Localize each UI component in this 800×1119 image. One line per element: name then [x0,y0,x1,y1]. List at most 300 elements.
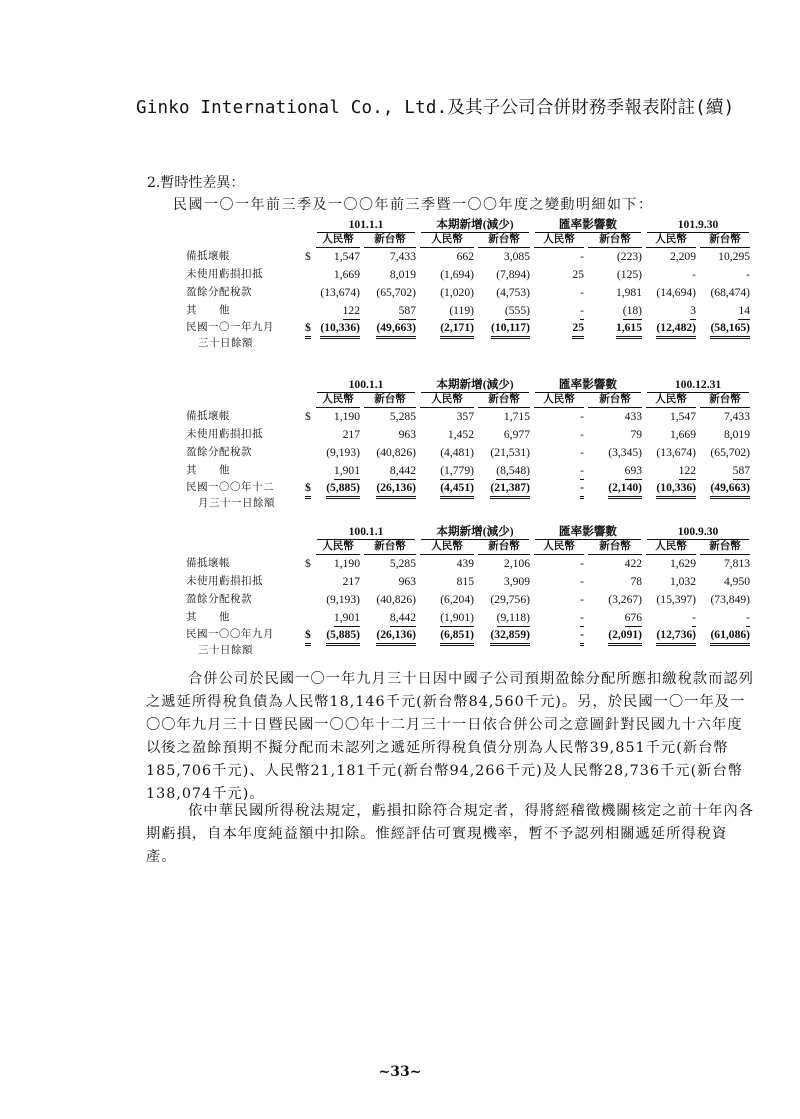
cell-value: - [580,480,584,499]
cell-value: (18) [623,303,642,320]
cell-value: 217 [342,428,360,441]
table-cell [532,627,586,659]
cell-value: (12,736) [656,627,696,646]
table-cell [362,302,418,320]
table-cell [476,462,532,480]
row-label [186,320,304,352]
cell-value: 2,106 [503,557,531,570]
table-cell [314,302,362,320]
table-cell [644,444,698,462]
currency-header [362,540,418,555]
cell-value: 4,950 [723,575,751,588]
table-cell [698,248,752,266]
table-cell [644,555,698,573]
table-cell [586,248,644,266]
cell-value: 14 [738,303,750,320]
cell-value: 122 [343,303,360,320]
column-group-label: 100.9.30 [647,524,749,540]
column-group-header [644,523,752,540]
currency-symbol [304,320,314,352]
cell-value: (26,136) [376,627,416,646]
cell-value: - [580,575,585,588]
cell-value: - [580,428,585,441]
cell-value: 1,190 [333,557,360,570]
currency-symbol [304,573,314,591]
currency-header [586,393,644,408]
cell-value: (9,118) [497,610,530,627]
table-cell [314,609,362,627]
cell-value: (49,663) [376,320,416,339]
table-cell [586,426,644,444]
currency-symbol [304,480,314,512]
table-cell [362,284,418,302]
currency-symbol-text: $ [305,320,311,339]
cell-value: (40,826) [376,593,416,606]
table-cell [362,462,418,480]
cell-value: 8,442 [390,463,416,480]
cell-value: 676 [625,610,642,627]
table-cell [362,555,418,573]
table-cell [586,591,644,609]
table-cell [476,444,532,462]
row-label [186,444,304,462]
cell-value: (5,885) [326,627,360,646]
cell-value: - [580,463,584,480]
paragraph-deferred-tax-liability [146,668,754,806]
row-label [186,266,304,284]
currency-label: 人民幣 [316,233,360,248]
cell-value: 1,629 [669,557,697,570]
cell-value: (1,901) [440,610,474,627]
currency-label: 人民幣 [420,540,474,555]
table-cell [314,248,362,266]
cell-value: 815 [456,575,474,588]
table-cell [586,627,644,659]
table-cell [532,408,586,426]
cell-value: (1,694) [440,268,474,281]
cell-value: 7,813 [723,557,751,570]
currency-label: 人民幣 [316,540,360,555]
table-row [186,591,752,609]
cell-value: - [746,610,750,627]
cell-value: 78 [630,575,643,588]
cell-value: 1,452 [447,428,474,441]
column-group-label: 本期新增(減少) [421,524,529,540]
table-cell [698,284,752,302]
table-cell [476,609,532,627]
cell-value: 10,295 [718,250,751,263]
table-cell [418,573,476,591]
table-cell [362,266,418,284]
row-label-text: 備抵壞帳 [186,558,230,569]
row-label-text: 盈餘分配稅款 [186,287,252,298]
table-cell [698,444,752,462]
column-group-header [314,376,418,393]
table-cell [644,609,698,627]
cell-value: 7,433 [389,250,416,263]
table-cell [314,573,362,591]
paragraph-text: 合併公司於民國一〇一年九月三十日因中國子公司預期盈餘分配所應扣繳稅款而認列之遞延所得稅負債為人民幣18,146千元(新台幣84,560千元)。另，於民國一〇一年及一〇〇年九月三十日暨民國一〇〇年十二月三十一日依合併公司之意圖針對民國九十六年度以後之盈餘預期不擬分配而未認列之遞延所得稅負債分別為人民幣39,851千元(新台幣185,706千元)、人民幣21,181千元(新台幣94,266千元)及人民幣28,736千元(新台幣138,074千元)。 [146,671,754,802]
currency-header [644,393,698,408]
table-cell [644,408,698,426]
cell-value: (10,117) [491,320,530,339]
currency-symbol [304,609,314,627]
row-label [186,555,304,573]
cell-value: 25 [572,320,584,339]
table-row [186,444,752,462]
currency-header [698,540,752,555]
cell-value: (49,663) [710,480,750,499]
cell-value: (21,387) [490,480,530,499]
currency-header [418,393,476,408]
table-cell [586,266,644,284]
table-cell [362,426,418,444]
table-cell [476,266,532,284]
table-cell [586,408,644,426]
row-label-text: 民國一〇一年九月 [186,322,274,333]
column-group-header [314,523,418,540]
cell-value: 433 [624,410,643,423]
cell-value: 1,669 [669,428,697,441]
cell-value: (4,753) [496,286,531,299]
table-cell [644,266,698,284]
table-cell [698,462,752,480]
column-group-header [532,376,644,393]
cell-value: - [580,557,585,570]
cell-value: (15,397) [656,593,697,606]
currency-symbol [304,302,314,320]
table-cell [362,480,418,512]
page-number: ~33~ [378,1064,422,1080]
cell-value: (73,849) [710,593,751,606]
table-cell [644,591,698,609]
currency-symbol [304,444,314,462]
table-cell [586,609,644,627]
table-cell [698,591,752,609]
cell-value: 439 [456,557,474,570]
cell-value: (6,204) [440,593,474,606]
cell-value: - [580,303,584,320]
cell-value: 963 [398,428,416,441]
column-group-label: 匯率影響數 [535,524,641,540]
cell-value: (9,193) [326,446,360,459]
table-cell [698,302,752,320]
table-cell [362,320,418,352]
currency-symbol [304,462,314,480]
cell-value: - [580,610,584,627]
table-cell [476,248,532,266]
table-cell [644,426,698,444]
row-label-text: 民國一〇〇年十二 [186,482,274,493]
cell-value: 5,285 [389,557,416,570]
table-cell [476,408,532,426]
table-cell [418,627,476,659]
cell-value: 25 [572,268,585,281]
currency-header [418,540,476,555]
currency-header [532,233,586,248]
currency-symbol [304,408,314,426]
cell-value: - [580,593,585,606]
table-row [186,462,752,480]
currency-label: 新台幣 [588,233,642,248]
cell-value: - [692,268,697,281]
currency-symbol-text: $ [305,250,311,263]
currency-header [644,540,698,555]
cell-value: 3,909 [503,575,531,588]
cell-value: (58,165) [710,320,750,339]
table-cell [362,408,418,426]
cell-value: 8,442 [390,610,416,627]
currency-symbol-text: $ [305,557,311,570]
cell-value: (65,702) [710,446,751,459]
table-cell [418,302,476,320]
cell-value: (6,851) [440,627,474,646]
table-cell [418,555,476,573]
table-cell [532,591,586,609]
cell-value: 3,085 [503,250,531,263]
currency-header [418,233,476,248]
row-label-text: 未使用虧損扣抵 [186,429,263,440]
cell-value: - [580,446,585,459]
row-label [186,591,304,609]
cell-value: 1,032 [669,575,697,588]
currency-label: 新台幣 [364,540,416,555]
cell-value: (61,086) [710,627,750,646]
cell-value: (8,548) [496,463,530,480]
table-cell [586,320,644,352]
cell-value: 217 [342,575,360,588]
table-cell [698,320,752,352]
cell-value: (32,859) [490,627,530,646]
cell-value: (10,336) [656,480,696,499]
column-group-label: 匯率影響數 [535,217,641,233]
cell-value: - [746,268,751,281]
table-cell [418,248,476,266]
deferred-tax-table [186,523,752,659]
cell-value: 357 [456,410,474,423]
cell-value: - [692,610,696,627]
table-cell [314,444,362,462]
cell-value: - [580,627,584,646]
table-row [186,480,752,512]
currency-header [362,233,418,248]
currency-symbol-text: $ [305,480,311,499]
cell-value: 587 [399,303,416,320]
row-label-text: 其 他 [186,465,230,476]
currency-label: 新台幣 [588,393,642,408]
table-cell [644,320,698,352]
table-cell [532,426,586,444]
table-row [186,555,752,573]
cell-value: (26,136) [376,480,416,499]
table-cell [418,444,476,462]
cell-value: (555) [505,303,530,320]
table-cell [476,426,532,444]
currency-label: 人民幣 [646,393,696,408]
cell-value: - [580,410,585,423]
row-label [186,609,304,627]
table-cell [418,408,476,426]
currency-label: 人民幣 [534,233,584,248]
cell-value: 1,901 [334,463,360,480]
currency-header [362,393,418,408]
table-cell [314,426,362,444]
currency-symbol [304,555,314,573]
column-group-label: 100.1.1 [317,524,415,540]
currency-header [644,233,698,248]
column-group-header [418,523,532,540]
row-label-text: 其 他 [186,612,230,623]
table-cell [698,573,752,591]
currency-label: 人民幣 [534,540,584,555]
cell-value: 122 [679,463,696,480]
cell-value: 662 [456,250,474,263]
table-cell [362,573,418,591]
table-cell [314,320,362,352]
table-cell [314,284,362,302]
cell-value: 422 [624,557,643,570]
cell-value: (125) [616,268,643,281]
table-cell [314,480,362,512]
table-cell [532,284,586,302]
currency-symbol [304,426,314,444]
row-label [186,302,304,320]
row-label-text: 未使用虧損扣抵 [186,576,263,587]
cell-value: (1,020) [440,286,474,299]
row-label-text: 備抵壞帳 [186,411,230,422]
column-group-label: 101.1.1 [317,217,415,233]
table-cell [532,480,586,512]
table-cell [314,408,362,426]
cell-value: (10,336) [320,320,360,339]
table-row [186,573,752,591]
table-cell [644,248,698,266]
currency-header [698,233,752,248]
table-cell [362,627,418,659]
cell-value: (4,481) [440,446,474,459]
table-cell [314,627,362,659]
paragraph-loss-carryforward [146,800,754,869]
table-row [186,248,752,266]
table-cell [532,266,586,284]
table-cell [698,408,752,426]
row-label-text-line2: 三十日餘額 [198,645,253,656]
deferred-tax-table [186,376,752,512]
row-label [186,573,304,591]
cell-value: (9,193) [326,593,360,606]
table-cell [362,591,418,609]
row-label-text-line2: 三十日餘額 [198,338,253,349]
row-label [186,408,304,426]
currency-symbol [304,248,314,266]
currency-label: 新台幣 [478,233,530,248]
paragraph-text: 依中華民國所得稅法規定，虧損扣除符合規定者，得將經稽徵機關核定之前十年內各期虧損，自本年度純益額中扣除。惟經評估可實現機率，暫不予認列相關遞延所得稅資產。 [146,803,754,865]
table-cell [314,555,362,573]
table-cell [644,573,698,591]
table-cell [418,284,476,302]
table-cell [698,480,752,512]
row-label-text: 盈餘分配稅款 [186,447,252,458]
cell-value: (1,779) [440,463,474,480]
row-label [186,627,304,659]
currency-symbol-text: $ [305,410,311,423]
table-cell [644,284,698,302]
table-cell [586,462,644,480]
table-cell [476,320,532,352]
row-label-text: 備抵壞帳 [186,251,230,262]
row-label [186,248,304,266]
table-cell [476,591,532,609]
table-cell [314,266,362,284]
table-cell [586,444,644,462]
table-cell [418,480,476,512]
table-cell [418,320,476,352]
currency-symbol-text: $ [305,627,311,646]
table-cell [698,627,752,659]
cell-value: (3,345) [608,446,643,459]
table-cell [314,462,362,480]
cell-value: 3 [690,303,696,320]
column-group-label: 100.1.1 [317,377,415,393]
currency-header [586,233,644,248]
table-row [186,320,752,352]
table-cell [532,609,586,627]
column-group-header [644,216,752,233]
cell-value: (65,702) [376,286,416,299]
cell-value: (3,267) [608,593,643,606]
table-row [186,302,752,320]
row-label [186,426,304,444]
currency-label: 新台幣 [700,233,750,248]
cell-value: - [580,286,585,299]
section-title: 2.暫時性差異： [147,175,245,191]
table-row [186,609,752,627]
cell-value: 8,019 [389,268,416,281]
column-group-label: 匯率影響數 [535,377,641,393]
cell-value: (223) [616,250,643,263]
currency-header [532,393,586,408]
currency-symbol [304,266,314,284]
table-cell [476,627,532,659]
column-group-label: 本期新增(減少) [421,377,529,393]
currency-header [476,233,532,248]
table-cell [586,302,644,320]
column-group-label: 101.9.30 [647,217,749,233]
currency-label: 人民幣 [646,233,696,248]
table-cell [698,609,752,627]
cell-value: 2,209 [669,250,697,263]
column-group-header [532,523,644,540]
table-cell [586,573,644,591]
cell-value: (40,826) [376,446,416,459]
currency-header [314,233,362,248]
cell-value: 963 [398,575,416,588]
table-row [186,426,752,444]
table-cell [476,573,532,591]
column-group-label: 100.12.31 [647,377,749,393]
table-cell [532,444,586,462]
row-label [186,480,304,512]
cell-value: (2,171) [440,320,474,339]
row-label [186,284,304,302]
cell-value: 6,977 [503,428,531,441]
row-label-text: 其 他 [186,305,230,316]
table-cell [586,480,644,512]
currency-header [314,393,362,408]
cell-value: (68,474) [710,286,751,299]
currency-label: 人民幣 [420,233,474,248]
row-label [186,462,304,480]
